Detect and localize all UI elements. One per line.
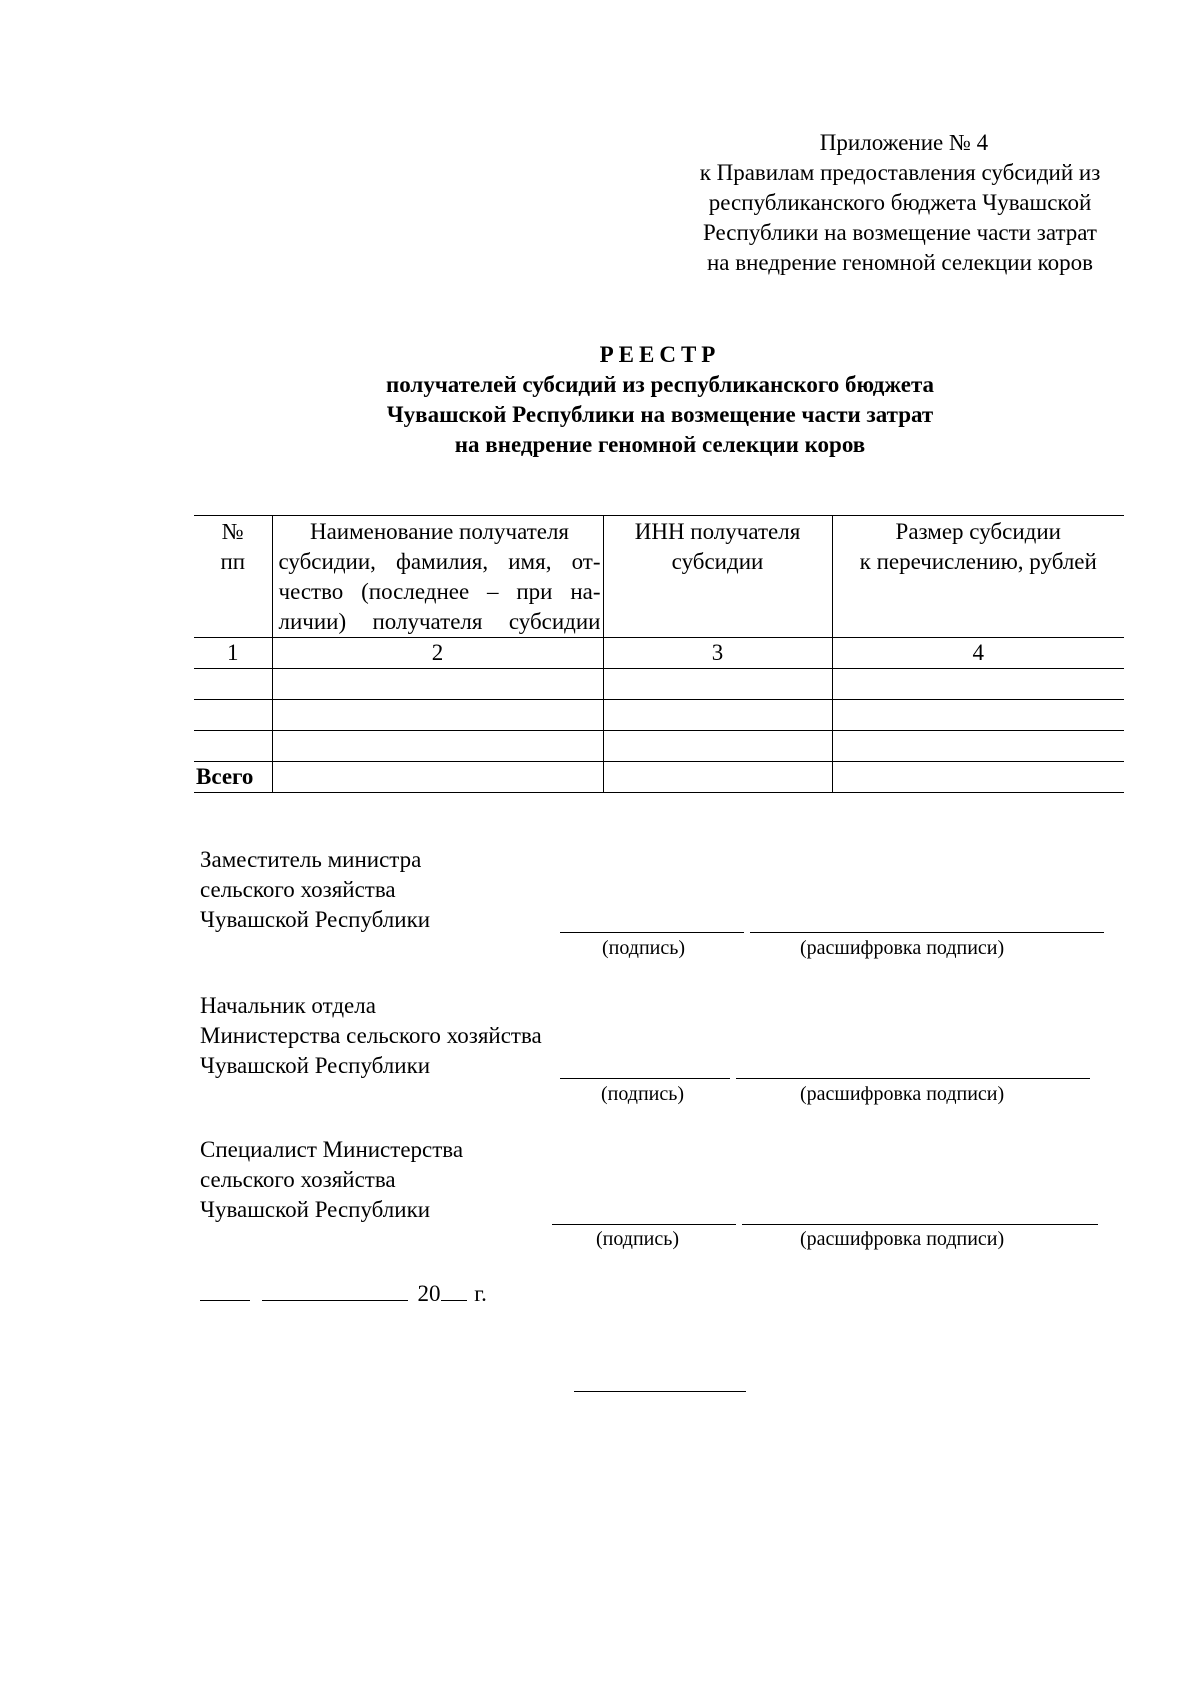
table-cell: [194, 700, 272, 731]
column-number: 3: [603, 638, 832, 669]
signature-decode-line: [750, 932, 1104, 933]
date-line: [200, 1278, 487, 1309]
signatory-title: Заместитель министра: [200, 847, 422, 872]
total-label: Всего: [194, 762, 272, 793]
table-cell: [272, 700, 603, 731]
signature-line: [552, 1224, 736, 1225]
signature-line: [560, 1078, 730, 1079]
year-prefix: 20: [417, 1281, 441, 1306]
table-cell: [194, 731, 272, 762]
header-inn: ИНН получателя субсидии: [603, 516, 832, 638]
signature-decode-caption: (расшифровка подписи): [800, 1228, 1005, 1250]
year-blank: [441, 1278, 467, 1301]
day-blank: [200, 1278, 250, 1301]
signature-line: [560, 932, 744, 933]
table-header-row: [194, 516, 1124, 638]
table-cell: [603, 731, 832, 762]
table-cell: [272, 669, 603, 700]
signatory-title: Чувашской Республики: [200, 1053, 431, 1078]
signature-decode-caption: (расшифровка подписи): [800, 937, 1005, 959]
signatory-title: Чувашской Республики: [200, 1197, 431, 1222]
appendix-line: на внедрение геномной селекции коров: [706, 250, 1094, 275]
signature-caption: (подпись): [602, 937, 686, 959]
registry-table: [194, 515, 1124, 793]
signature-block-department-head: [200, 991, 542, 1081]
header-subsidy-amount: Размер субсидии к перечислению, рублей: [832, 516, 1124, 638]
appendix-number: Приложение № 4: [819, 130, 989, 155]
column-number: 1: [194, 638, 272, 669]
signatory-title: сельского хозяйства: [200, 1167, 396, 1192]
column-number-row: [194, 638, 1124, 669]
table-cell: [832, 669, 1124, 700]
month-blank: [262, 1278, 408, 1301]
signatory-title: Чувашской Республики: [200, 907, 431, 932]
table-row: [194, 700, 1124, 731]
table-cell: [603, 762, 832, 793]
year-suffix: г.: [474, 1281, 487, 1306]
signatory-title: Специалист Министерства: [200, 1137, 464, 1162]
title-line: получателей субсидий из республиканского бюджета: [385, 372, 935, 397]
signature-caption: (подпись): [601, 1083, 685, 1105]
signatory-title: Начальник отдела: [200, 993, 376, 1018]
signature-caption: (подпись): [596, 1228, 680, 1250]
closing-rule: [574, 1391, 746, 1392]
signature-decode-line: [736, 1078, 1090, 1079]
table-cell: [272, 731, 603, 762]
column-number: 4: [832, 638, 1124, 669]
table-cell: [194, 669, 272, 700]
appendix-line: к Правилам предоставления субсидий из: [699, 160, 1101, 185]
table-cell: [832, 731, 1124, 762]
total-row: [194, 762, 1124, 793]
signature-block-specialist: [200, 1135, 463, 1225]
table-cell: [832, 700, 1124, 731]
appendix-header: [640, 128, 1160, 278]
signature-decode-line: [742, 1224, 1098, 1225]
appendix-line: республиканского бюджета Чувашской: [708, 190, 1092, 215]
signatory-title: Министерства сельского хозяйства: [200, 1023, 542, 1048]
title-heading: РЕЕСТР: [599, 342, 721, 367]
table-row: [194, 669, 1124, 700]
title-line: Чувашской Республики на возмещение части затрат: [386, 402, 934, 427]
table-cell: [603, 700, 832, 731]
table-cell: [272, 762, 603, 793]
column-number: 2: [272, 638, 603, 669]
table-cell: [832, 762, 1124, 793]
signatory-title: сельского хозяйства: [200, 877, 396, 902]
header-number: № пп: [194, 516, 272, 638]
signature-block-deputy-minister: [200, 845, 430, 935]
title-line: на внедрение геномной селекции коров: [454, 432, 866, 457]
document-title: [200, 340, 1120, 460]
table-row: [194, 731, 1124, 762]
table-cell: [603, 669, 832, 700]
signature-decode-caption: (расшифровка подписи): [800, 1083, 1005, 1105]
appendix-line: Республики на возмещение части затрат: [703, 220, 1097, 245]
header-recipient-name: Наименование получателя субсидии, фамилия, имя, от- чество (последнее – при на- личии) получателя субсидии: [272, 516, 603, 638]
